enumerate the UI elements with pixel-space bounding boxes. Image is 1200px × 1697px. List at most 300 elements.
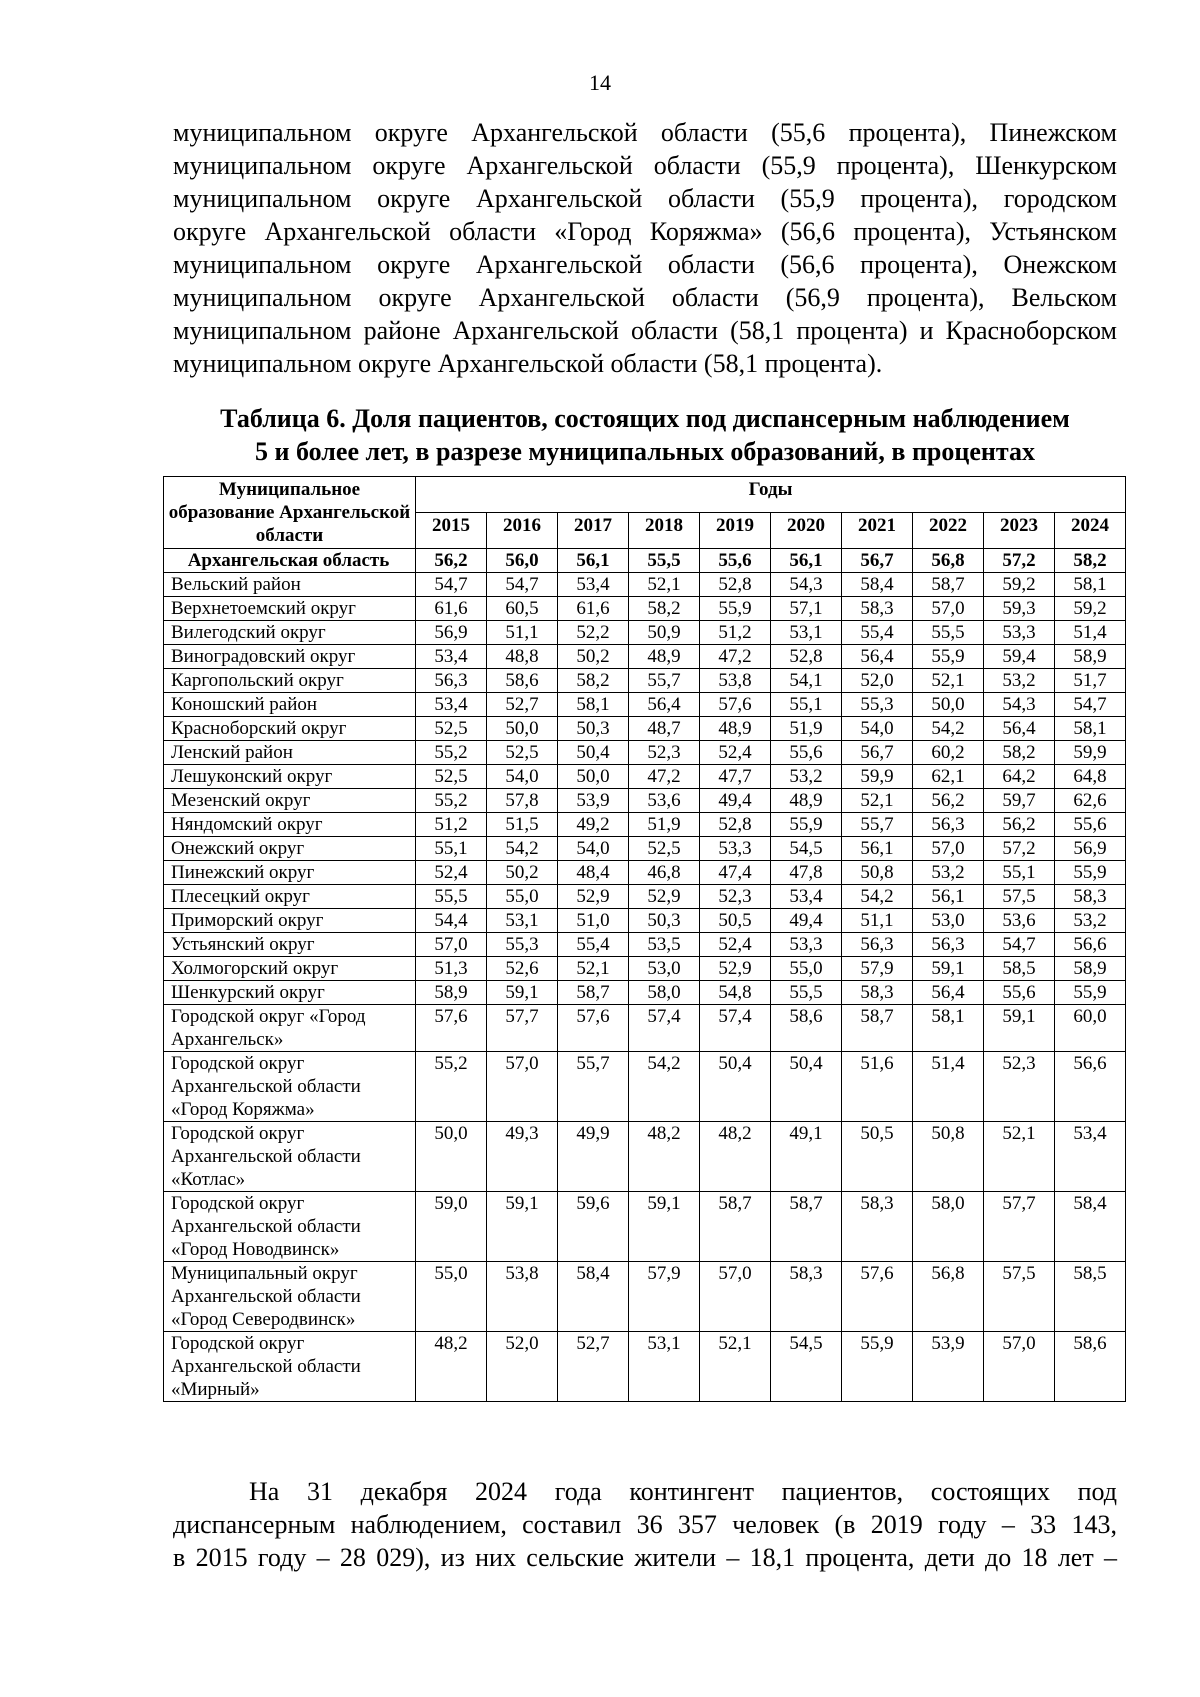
row-value: 49,3 <box>487 1122 558 1192</box>
row-value: 54,7 <box>487 573 558 597</box>
row-value: 51,1 <box>487 621 558 645</box>
row-name: Городской округ Архангельской области «Котлас» <box>164 1122 416 1192</box>
row-value: 54,7 <box>984 933 1055 957</box>
row-value: 47,4 <box>700 861 771 885</box>
row-name: Вилегодский округ <box>164 621 416 645</box>
row-value: 50,4 <box>558 741 629 765</box>
row-value: 58,3 <box>771 1262 842 1332</box>
row-value: 53,4 <box>558 573 629 597</box>
row-value: 54,5 <box>771 837 842 861</box>
row-value: 53,4 <box>771 885 842 909</box>
row-value: 57,6 <box>842 1262 913 1332</box>
text-line: в 2015 году – 28 029), из них сельские жители – 18,1 процента, дети до 18 лет – <box>173 1543 1117 1572</box>
row-value: 58,3 <box>1055 885 1126 909</box>
row-name: Архангельская область <box>164 549 416 573</box>
row-value: 53,2 <box>984 669 1055 693</box>
row-value: 53,8 <box>487 1262 558 1332</box>
row-value: 57,9 <box>842 957 913 981</box>
header-year: 2019 <box>700 513 771 549</box>
table-row <box>164 741 1126 765</box>
header-year: 2022 <box>913 513 984 549</box>
text-line: муниципальном округе Архангельской области (55,9 процента), Шенкурском <box>173 151 1117 180</box>
row-value: 59,2 <box>1055 597 1126 621</box>
row-value: 61,6 <box>416 597 487 621</box>
row-value: 55,2 <box>416 789 487 813</box>
row-value: 57,0 <box>416 933 487 957</box>
row-value: 52,5 <box>487 741 558 765</box>
table-row <box>164 909 1126 933</box>
row-value: 54,0 <box>487 765 558 789</box>
row-value: 56,6 <box>1055 933 1126 957</box>
row-value: 57,6 <box>558 1005 629 1052</box>
row-value: 58,2 <box>984 741 1055 765</box>
row-value: 49,2 <box>558 813 629 837</box>
row-value: 58,6 <box>1055 1332 1126 1402</box>
row-value: 52,4 <box>700 933 771 957</box>
row-value: 47,7 <box>700 765 771 789</box>
row-value: 49,4 <box>771 909 842 933</box>
row-value: 50,3 <box>629 909 700 933</box>
row-value: 52,5 <box>416 765 487 789</box>
row-value: 57,0 <box>913 837 984 861</box>
row-value: 58,7 <box>771 1192 842 1262</box>
row-value: 54,5 <box>771 1332 842 1402</box>
row-value: 57,0 <box>913 597 984 621</box>
row-value: 54,2 <box>487 837 558 861</box>
row-name: Пинежский округ <box>164 861 416 885</box>
row-name: Приморский округ <box>164 909 416 933</box>
row-value: 47,2 <box>629 765 700 789</box>
row-value: 58,7 <box>700 1192 771 1262</box>
row-value: 57,0 <box>700 1262 771 1332</box>
header-year: 2017 <box>558 513 629 549</box>
row-value: 48,7 <box>629 717 700 741</box>
row-value: 50,0 <box>487 717 558 741</box>
table-row <box>164 573 1126 597</box>
row-value: 53,4 <box>1055 1122 1126 1192</box>
row-value: 56,2 <box>416 549 487 573</box>
table-row <box>164 717 1126 741</box>
table-title <box>150 402 1140 468</box>
row-value: 59,1 <box>629 1192 700 1262</box>
row-value: 59,1 <box>984 1005 1055 1052</box>
row-value: 56,7 <box>842 549 913 573</box>
row-value: 56,1 <box>842 837 913 861</box>
row-value: 55,3 <box>842 693 913 717</box>
row-value: 58,1 <box>913 1005 984 1052</box>
row-value: 57,9 <box>629 1262 700 1332</box>
row-value: 56,3 <box>416 669 487 693</box>
row-value: 59,1 <box>487 981 558 1005</box>
row-value: 49,9 <box>558 1122 629 1192</box>
row-value: 64,2 <box>984 765 1055 789</box>
row-value: 54,7 <box>416 573 487 597</box>
row-value: 58,3 <box>842 1192 913 1262</box>
header-year: 2020 <box>771 513 842 549</box>
row-value: 58,4 <box>1055 1192 1126 1262</box>
row-value: 52,7 <box>487 693 558 717</box>
row-value: 53,3 <box>700 837 771 861</box>
row-value: 58,4 <box>842 573 913 597</box>
row-value: 53,3 <box>984 621 1055 645</box>
row-value: 62,1 <box>913 765 984 789</box>
row-value: 58,1 <box>1055 717 1126 741</box>
row-value: 60,0 <box>1055 1005 1126 1052</box>
row-value: 55,1 <box>984 861 1055 885</box>
table-row <box>164 1122 1126 1192</box>
row-value: 58,3 <box>842 981 913 1005</box>
row-value: 54,2 <box>842 885 913 909</box>
row-value: 55,0 <box>487 885 558 909</box>
row-value: 57,8 <box>487 789 558 813</box>
header-row <box>164 477 1126 513</box>
table-row <box>164 813 1126 837</box>
row-value: 53,3 <box>771 933 842 957</box>
row-value: 56,8 <box>913 1262 984 1332</box>
row-value: 55,5 <box>629 549 700 573</box>
row-value: 58,7 <box>913 573 984 597</box>
row-value: 47,8 <box>771 861 842 885</box>
row-value: 59,9 <box>842 765 913 789</box>
row-value: 51,5 <box>487 813 558 837</box>
row-value: 53,2 <box>771 765 842 789</box>
row-value: 48,2 <box>416 1332 487 1402</box>
row-value: 52,0 <box>487 1332 558 1402</box>
table-title-line: Таблица 6. Доля пациентов, состоящих под диспансерным наблюдением <box>220 404 1070 433</box>
row-value: 58,2 <box>629 597 700 621</box>
row-value: 56,9 <box>416 621 487 645</box>
row-value: 48,9 <box>629 645 700 669</box>
row-value: 52,3 <box>629 741 700 765</box>
row-value: 51,0 <box>558 909 629 933</box>
row-value: 56,4 <box>842 645 913 669</box>
row-value: 56,4 <box>629 693 700 717</box>
row-value: 64,8 <box>1055 765 1126 789</box>
row-value: 49,4 <box>700 789 771 813</box>
header-year: 2024 <box>1055 513 1126 549</box>
row-value: 50,9 <box>629 621 700 645</box>
row-value: 58,2 <box>1055 549 1126 573</box>
row-value: 53,6 <box>629 789 700 813</box>
row-value: 56,8 <box>913 549 984 573</box>
row-name: Виноградовский округ <box>164 645 416 669</box>
row-value: 53,9 <box>913 1332 984 1402</box>
row-name: Мезенский округ <box>164 789 416 813</box>
header-year: 2023 <box>984 513 1055 549</box>
row-value: 52,1 <box>629 573 700 597</box>
row-value: 54,2 <box>629 1052 700 1122</box>
row-value: 56,0 <box>487 549 558 573</box>
row-value: 55,6 <box>984 981 1055 1005</box>
row-value: 57,7 <box>984 1192 1055 1262</box>
row-value: 59,1 <box>913 957 984 981</box>
row-value: 56,3 <box>913 813 984 837</box>
text-line: муниципальном округе Архангельской области (58,1 процента). <box>173 349 883 378</box>
row-value: 61,6 <box>558 597 629 621</box>
row-value: 59,0 <box>416 1192 487 1262</box>
text-line: муниципальном районе Архангельской области (58,1 процента) и Красноборском <box>173 316 1117 345</box>
row-value: 57,6 <box>416 1005 487 1052</box>
row-name: Няндомский округ <box>164 813 416 837</box>
row-value: 55,6 <box>1055 813 1126 837</box>
row-value: 58,3 <box>842 597 913 621</box>
row-value: 55,2 <box>416 741 487 765</box>
row-value: 55,9 <box>842 1332 913 1402</box>
row-value: 58,9 <box>416 981 487 1005</box>
row-value: 52,4 <box>700 741 771 765</box>
row-value: 53,1 <box>771 621 842 645</box>
table-row <box>164 789 1126 813</box>
row-value: 52,1 <box>842 789 913 813</box>
row-name: Холмогорский округ <box>164 957 416 981</box>
row-name: Устьянский округ <box>164 933 416 957</box>
row-value: 51,2 <box>416 813 487 837</box>
row-value: 57,2 <box>984 837 1055 861</box>
row-value: 50,4 <box>771 1052 842 1122</box>
row-value: 51,6 <box>842 1052 913 1122</box>
row-value: 51,4 <box>913 1052 984 1122</box>
row-value: 55,0 <box>416 1262 487 1332</box>
row-value: 55,3 <box>487 933 558 957</box>
row-value: 58,7 <box>842 1005 913 1052</box>
row-value: 59,2 <box>984 573 1055 597</box>
table-row <box>164 1192 1126 1262</box>
table-row <box>164 933 1126 957</box>
header-entity: Муниципальное образование Архангельской области <box>164 477 416 549</box>
row-value: 52,1 <box>913 669 984 693</box>
row-value: 54,3 <box>984 693 1055 717</box>
text-line: муниципальном округе Архангельской области (56,6 процента), Онежском <box>173 250 1117 279</box>
header-years: Годы <box>416 477 1126 513</box>
row-value: 48,9 <box>700 717 771 741</box>
row-value: 48,2 <box>629 1122 700 1192</box>
table-row <box>164 981 1126 1005</box>
table-row <box>164 645 1126 669</box>
row-value: 52,5 <box>629 837 700 861</box>
row-value: 51,4 <box>1055 621 1126 645</box>
table-row <box>164 1005 1126 1052</box>
row-value: 56,6 <box>1055 1052 1126 1122</box>
row-value: 50,3 <box>558 717 629 741</box>
row-name: Ленский район <box>164 741 416 765</box>
row-value: 53,9 <box>558 789 629 813</box>
row-value: 58,2 <box>558 669 629 693</box>
row-value: 52,0 <box>842 669 913 693</box>
row-value: 59,3 <box>984 597 1055 621</box>
row-value: 58,6 <box>487 669 558 693</box>
row-value: 54,1 <box>771 669 842 693</box>
row-name: Красноборский округ <box>164 717 416 741</box>
row-value: 54,0 <box>842 717 913 741</box>
row-value: 50,0 <box>913 693 984 717</box>
row-value: 53,8 <box>700 669 771 693</box>
row-value: 60,5 <box>487 597 558 621</box>
row-name: Шенкурский округ <box>164 981 416 1005</box>
table-title-line: 5 и более лет, в разрезе муниципальных образований, в процентах <box>255 437 1035 466</box>
row-value: 52,1 <box>984 1122 1055 1192</box>
row-value: 56,7 <box>842 741 913 765</box>
row-value: 52,5 <box>416 717 487 741</box>
row-value: 58,0 <box>629 981 700 1005</box>
row-value: 50,5 <box>700 909 771 933</box>
row-value: 50,0 <box>558 765 629 789</box>
row-value: 58,1 <box>558 693 629 717</box>
row-value: 53,2 <box>913 861 984 885</box>
row-value: 48,4 <box>558 861 629 885</box>
row-value: 55,5 <box>416 885 487 909</box>
table-row <box>164 837 1126 861</box>
row-value: 51,1 <box>842 909 913 933</box>
row-value: 52,9 <box>558 885 629 909</box>
row-value: 56,1 <box>913 885 984 909</box>
total-row <box>164 549 1126 573</box>
row-value: 56,2 <box>984 813 1055 837</box>
row-value: 51,2 <box>700 621 771 645</box>
page-number: 14 <box>589 70 611 95</box>
row-value: 50,2 <box>558 645 629 669</box>
row-name: Лешуконский округ <box>164 765 416 789</box>
row-value: 58,7 <box>558 981 629 1005</box>
row-name: Городской округ «Город Архангельск» <box>164 1005 416 1052</box>
row-value: 59,4 <box>984 645 1055 669</box>
row-value: 54,7 <box>1055 693 1126 717</box>
row-name: Верхнетоемский округ <box>164 597 416 621</box>
row-value: 59,1 <box>487 1192 558 1262</box>
row-value: 53,0 <box>913 909 984 933</box>
row-value: 58,1 <box>1055 573 1126 597</box>
row-name: Муниципальный округ Архангельской области «Город Северодвинск» <box>164 1262 416 1332</box>
row-value: 57,1 <box>771 597 842 621</box>
text-line: муниципальном округе Архангельской области (55,6 процента), Пинежском <box>173 118 1117 147</box>
row-value: 58,4 <box>558 1262 629 1332</box>
header-year: 2021 <box>842 513 913 549</box>
row-value: 52,2 <box>558 621 629 645</box>
row-value: 54,3 <box>771 573 842 597</box>
row-value: 52,8 <box>700 573 771 597</box>
row-value: 57,5 <box>984 1262 1055 1332</box>
row-value: 55,2 <box>416 1052 487 1122</box>
row-name: Городской округ Архангельской области «Город Новодвинск» <box>164 1192 416 1262</box>
row-value: 53,6 <box>984 909 1055 933</box>
row-value: 62,6 <box>1055 789 1126 813</box>
row-value: 51,7 <box>1055 669 1126 693</box>
table-row <box>164 1052 1126 1122</box>
row-value: 57,7 <box>487 1005 558 1052</box>
header-year: 2016 <box>487 513 558 549</box>
row-value: 54,8 <box>700 981 771 1005</box>
row-value: 52,8 <box>771 645 842 669</box>
row-value: 59,9 <box>1055 741 1126 765</box>
table-row <box>164 861 1126 885</box>
row-value: 50,5 <box>842 1122 913 1192</box>
row-value: 55,6 <box>771 741 842 765</box>
row-value: 54,0 <box>558 837 629 861</box>
table-row <box>164 1332 1126 1402</box>
row-value: 51,9 <box>629 813 700 837</box>
row-value: 51,3 <box>416 957 487 981</box>
row-value: 48,9 <box>771 789 842 813</box>
row-value: 55,9 <box>700 597 771 621</box>
row-value: 57,0 <box>984 1332 1055 1402</box>
text-line: На 31 декабря 2024 года контингент пациентов, состоящих под <box>249 1477 1117 1506</box>
row-value: 56,2 <box>913 789 984 813</box>
row-value: 46,8 <box>629 861 700 885</box>
row-value: 56,3 <box>842 933 913 957</box>
intro-paragraph <box>173 116 1117 380</box>
outro-paragraph <box>173 1475 1117 1574</box>
row-value: 55,1 <box>416 837 487 861</box>
row-value: 54,2 <box>913 717 984 741</box>
row-value: 53,2 <box>1055 909 1126 933</box>
row-value: 52,7 <box>558 1332 629 1402</box>
text-line: диспансерным наблюдением, составил 36 357 человек (в 2019 году – 33 143, <box>173 1510 1117 1539</box>
row-value: 48,8 <box>487 645 558 669</box>
row-value: 49,1 <box>771 1122 842 1192</box>
table-row <box>164 957 1126 981</box>
row-name: Городской округ Архангельской области «Город Коряжма» <box>164 1052 416 1122</box>
header-year: 2018 <box>629 513 700 549</box>
row-value: 52,8 <box>700 813 771 837</box>
row-value: 56,4 <box>984 717 1055 741</box>
table-row <box>164 621 1126 645</box>
row-value: 57,4 <box>700 1005 771 1052</box>
row-name: Коношский район <box>164 693 416 717</box>
row-value: 52,4 <box>416 861 487 885</box>
row-value: 52,3 <box>700 885 771 909</box>
row-value: 56,4 <box>913 981 984 1005</box>
row-value: 59,7 <box>984 789 1055 813</box>
row-value: 50,2 <box>487 861 558 885</box>
row-value: 58,9 <box>1055 645 1126 669</box>
row-value: 57,5 <box>984 885 1055 909</box>
row-value: 55,4 <box>558 933 629 957</box>
row-value: 50,8 <box>913 1122 984 1192</box>
row-value: 53,1 <box>487 909 558 933</box>
table-row <box>164 669 1126 693</box>
row-value: 60,2 <box>913 741 984 765</box>
row-name: Онежский округ <box>164 837 416 861</box>
row-value: 55,9 <box>913 645 984 669</box>
row-value: 58,5 <box>984 957 1055 981</box>
header-year: 2015 <box>416 513 487 549</box>
row-value: 52,1 <box>558 957 629 981</box>
row-value: 55,4 <box>842 621 913 645</box>
row-value: 57,2 <box>984 549 1055 573</box>
text-line: муниципальном округе Архангельской области (55,9 процента), городском <box>173 184 1117 213</box>
table-row <box>164 597 1126 621</box>
row-name: Вельский район <box>164 573 416 597</box>
row-value: 53,0 <box>629 957 700 981</box>
row-value: 50,8 <box>842 861 913 885</box>
row-name: Каргопольский округ <box>164 669 416 693</box>
table-row <box>164 1262 1126 1332</box>
table-row <box>164 885 1126 909</box>
row-value: 52,3 <box>984 1052 1055 1122</box>
row-value: 56,9 <box>1055 837 1126 861</box>
row-value: 50,0 <box>416 1122 487 1192</box>
row-value: 52,1 <box>700 1332 771 1402</box>
row-value: 54,4 <box>416 909 487 933</box>
row-value: 55,5 <box>771 981 842 1005</box>
data-table <box>163 476 1126 1402</box>
row-value: 55,7 <box>842 813 913 837</box>
table-row <box>164 765 1126 789</box>
row-value: 55,5 <box>913 621 984 645</box>
row-value: 55,9 <box>1055 861 1126 885</box>
row-value: 48,2 <box>700 1122 771 1192</box>
row-value: 57,4 <box>629 1005 700 1052</box>
row-value: 58,0 <box>913 1192 984 1262</box>
